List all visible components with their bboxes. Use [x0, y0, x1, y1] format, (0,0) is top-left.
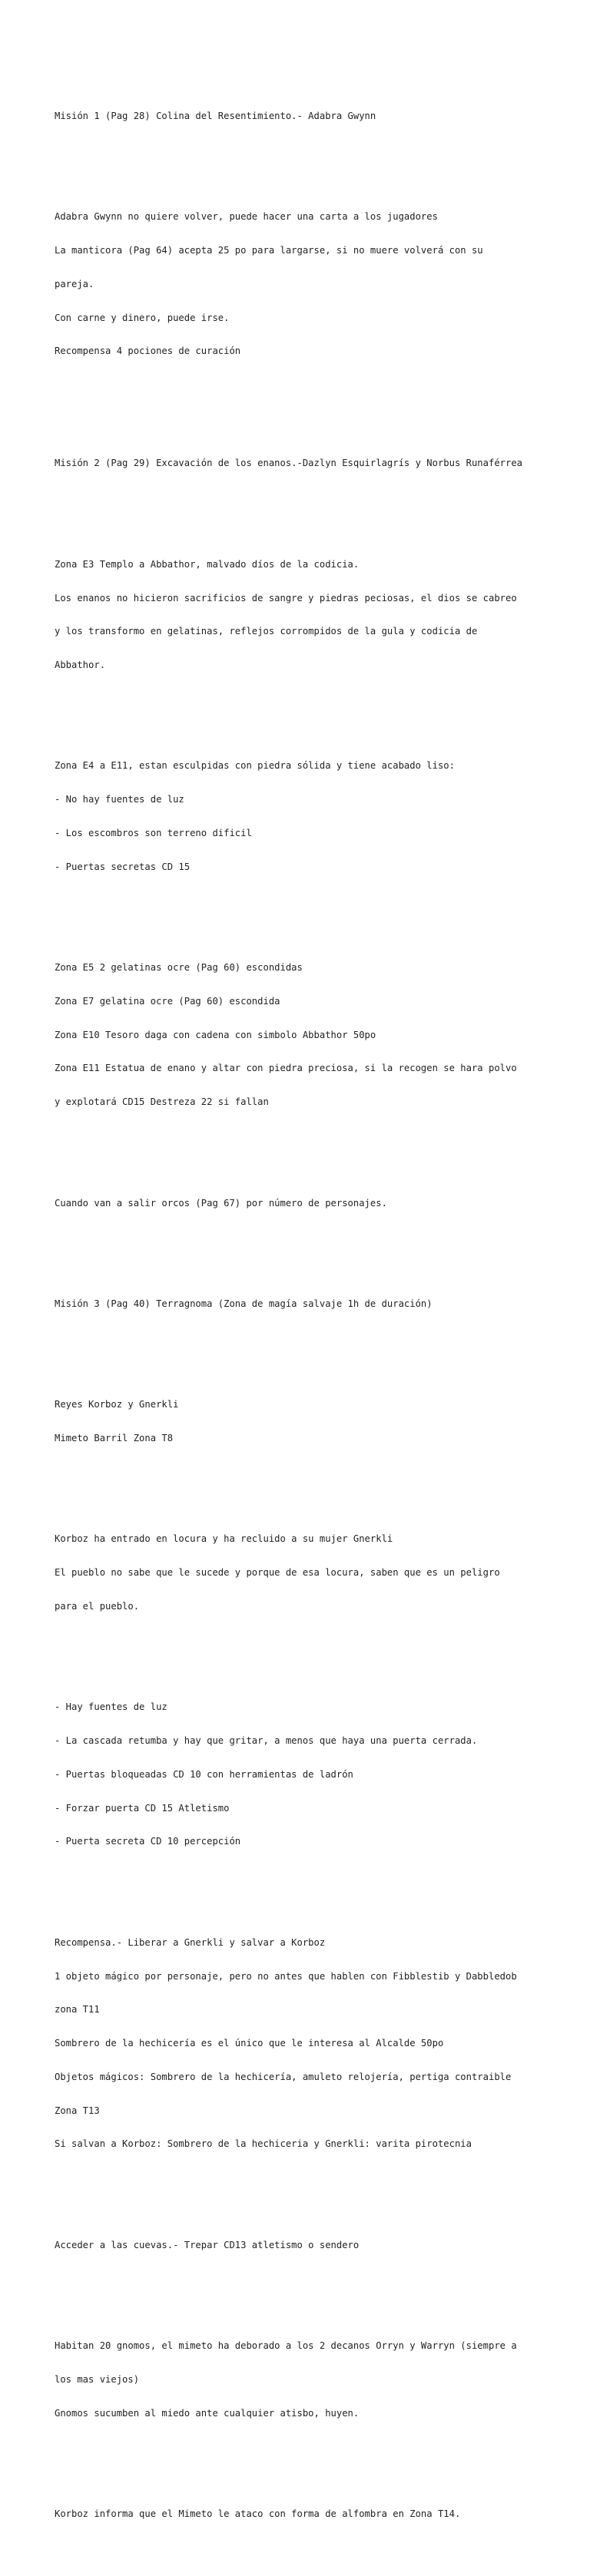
text-line: Reyes Korboz y Gnerkli	[55, 1399, 179, 1410]
zone-e3-notes	[55, 537, 546, 693]
text-line: 1 objeto mágico por personaje, pero no antes que hablen con Fibblestib y Dabbledob	[55, 1970, 517, 1982]
text-line: Los enanos no hicieron sacrificios de sangre y piedras peciosas, el dios se cabreo	[55, 592, 517, 603]
text-line: Cuando van a salir orcos (Pag 67) por número de personajes.	[55, 1197, 387, 1209]
text-line: El pueblo no sabe que le sucede y porque de esa locura, saben que es un peligro	[55, 1567, 500, 1579]
text-line: Zona E3 Templo a Abbathor, malvado díos de la codicia.	[55, 558, 360, 570]
text-line: Objetos mágicos: Sombrero de la hechicería, amuleto relojería, pertiga contraible	[55, 2071, 512, 2082]
document-page	[55, 55, 546, 2576]
text-line: La manticora (Pag 64) acepta 25 po para largarse, si no muere volverá con su	[55, 245, 483, 256]
text-line: Misión 1 (Pag 28) Colina del Resentimiento.- Adabra Gwynn	[55, 110, 376, 121]
text-line: Acceder a las cuevas.- Trepar CD13 atletismo o sendero	[55, 2239, 360, 2250]
text-line: Zona E5 2 gelatinas ocre (Pag 60) escondidas	[55, 962, 303, 974]
text-line: Korboz ha entrado en locura y ha recluido a su mujer Gnerkli	[55, 1533, 393, 1545]
zone-e4-e11-notes	[55, 738, 546, 894]
list-item: - Puertas secretas CD 15	[55, 861, 191, 872]
text-line: Misión 3 (Pag 40) Terragnoma (Zona de magía salvaje 1h de duración)	[55, 1298, 433, 1309]
text-line: Con carne y dinero, puede irse.	[55, 312, 230, 323]
mimic-note	[55, 2486, 546, 2542]
list-item: - No hay fuentes de luz	[55, 794, 184, 805]
list-item: - Los escombros son terreno dificil	[55, 827, 252, 838]
text-line: Zona E4 a E11, estan esculpidas con piedra sólida y tiene acabado liso:	[55, 760, 455, 772]
mission-2-heading	[55, 435, 546, 491]
text-line: pareja.	[55, 278, 94, 289]
gnomes-notes	[55, 2318, 546, 2442]
terragnoma-features	[55, 1679, 546, 1870]
mission-3-heading	[55, 1276, 546, 1332]
text-line: zona T11	[55, 2004, 100, 2015]
text-line: para el pueblo.	[55, 1600, 140, 1612]
text-line: Abbathor.	[55, 660, 106, 671]
text-line: Gnomos sucumben al miedo ante cualquier atisbo, huyen.	[55, 2407, 360, 2419]
list-item: - Forzar puerta CD 15 Atletismo	[55, 1802, 230, 1814]
korboz-notes	[55, 1511, 546, 1635]
text-line: Adabra Gwynn no quiere volver, puede hacer una carta a los jugadores	[55, 211, 438, 223]
text-line: y los transformo en gelatinas, reflejos corrompidos de la gula y codicia de	[55, 626, 478, 637]
text-line: Recompensa 4 pociones de curación	[55, 346, 241, 357]
list-item: - Puertas bloqueadas CD 10 con herramientas de ladrón	[55, 1768, 353, 1780]
reward-notes	[55, 1915, 546, 2173]
list-item: - Puerta secreta CD 10 percepción	[55, 1836, 241, 1847]
text-line: los mas viejos)	[55, 2373, 140, 2385]
text-line: Zona T13	[55, 2105, 100, 2116]
text-line: Si salvan a Korboz: Sombrero de la hechiceria y Gnerkli: varita pirotecnia	[55, 2138, 472, 2150]
mission-1-heading	[55, 88, 546, 144]
text-line: Sombrero de la hechicería es el único que le interesa al Alcalde 50po	[55, 2038, 444, 2049]
text-line: Recompensa.- Liberar a Gnerkli y salvar a Korboz	[55, 1936, 326, 1948]
text-line: y explotará CD15 Destreza 22 si fallan	[55, 1096, 269, 1108]
text-line: Korboz informa que el Mimeto le ataco con forma de alfombra en Zona T14.	[55, 2508, 461, 2520]
kings-notes	[55, 1377, 546, 1467]
text-line: Misión 2 (Pag 29) Excavación de los enanos.-Dazlyn Esquirlagrís y Norbus Runaférrea	[55, 458, 523, 469]
text-line: Zona E10 Tesoro daga con cadena con simbolo Abbathor 50po	[55, 1029, 376, 1040]
caves-access-note	[55, 2217, 546, 2273]
text-line: Zona E11 Estatua de enano y altar con piedra preciosa, si la recogen se hara polvo	[55, 1063, 517, 1074]
text-line: Mimeto Barril Zona T8	[55, 1433, 174, 1444]
zone-details	[55, 940, 546, 1130]
list-item: - La cascada retumba y hay que gritar, a menos que haya una puerta cerrada.	[55, 1735, 478, 1747]
text-line: Zona E7 gelatina ocre (Pag 60) escondida	[55, 995, 280, 1007]
orcs-note	[55, 1175, 546, 1231]
text-line: Habitan 20 gnomos, el mimeto ha deborado a los 2 decanos Orryn y Warryn (siempre a	[55, 2340, 517, 2352]
mission-1-notes	[55, 189, 546, 379]
list-item: - Hay fuentes de luz	[55, 1701, 167, 1713]
